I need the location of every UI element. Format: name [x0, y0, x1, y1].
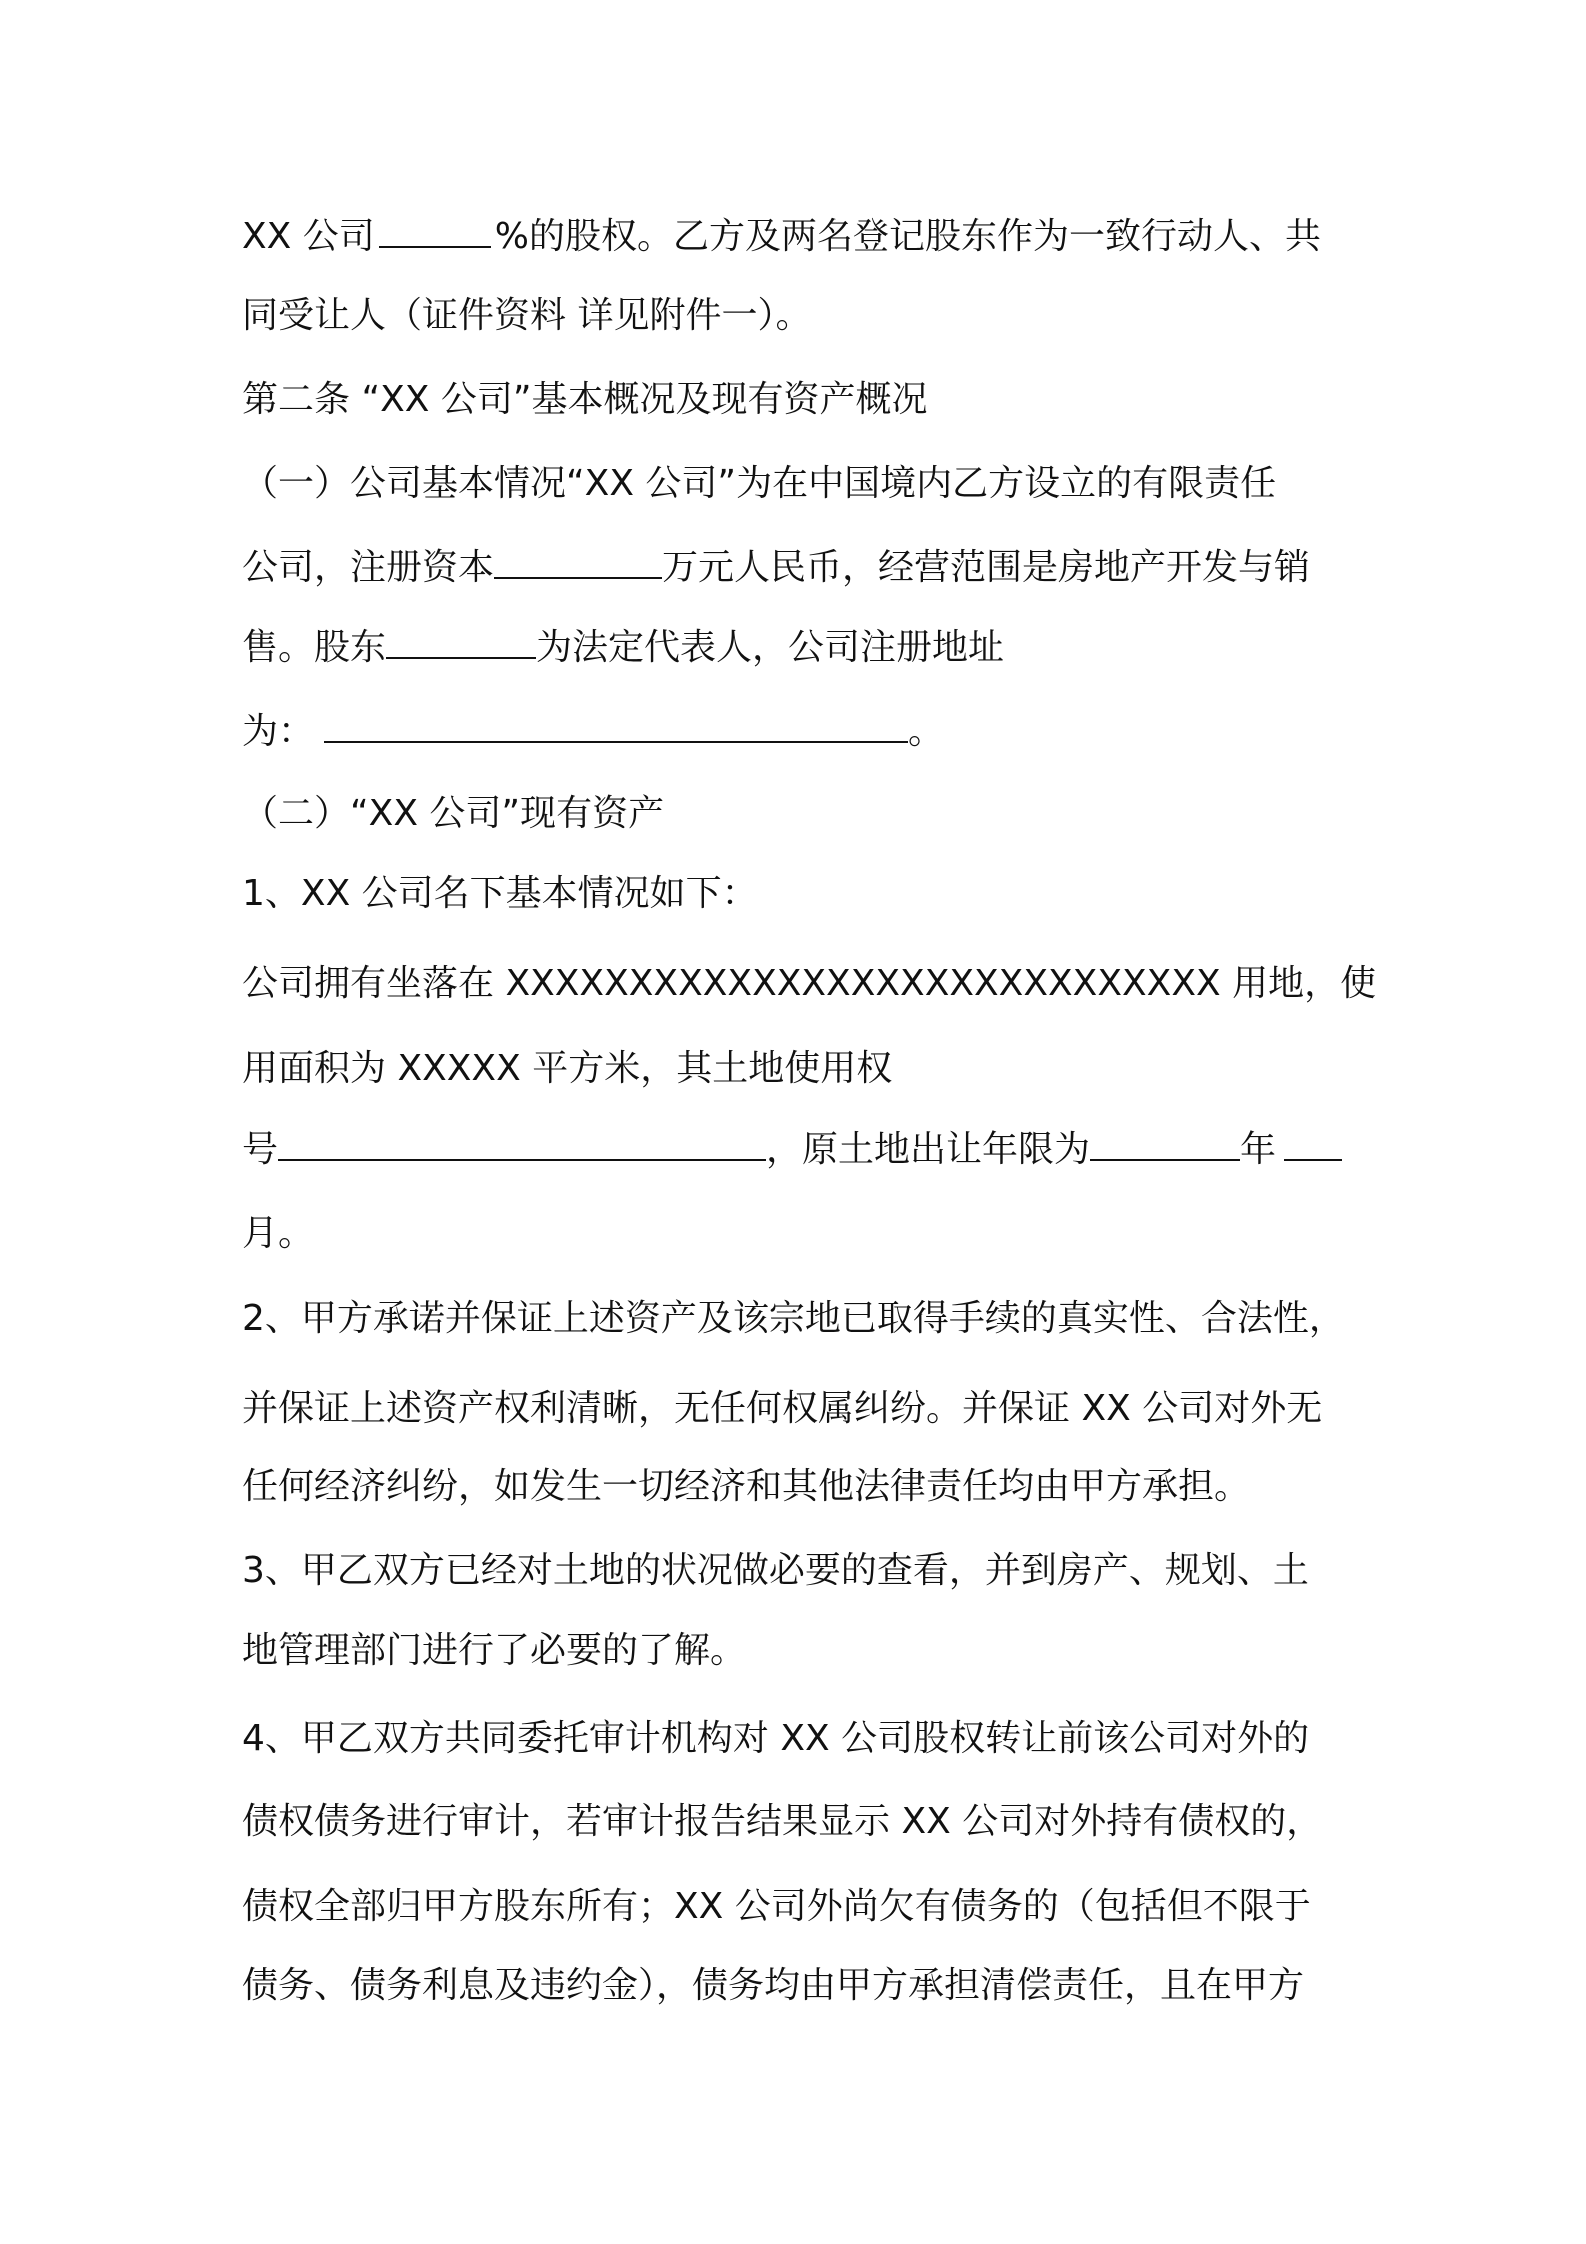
- paragraph-line: 债权债务进行审计，若审计报告结果显示 XX 公司对外持有债权的，: [242, 1801, 1323, 1842]
- paragraph-line: 并保证上述资产权利清晰，无任何权属纠纷。并保证 XX 公司对外无: [242, 1388, 1323, 1429]
- paragraph-line: 2、甲方承诺并保证上述资产及该宗地已取得手续的真实性、合法性，: [242, 1298, 1345, 1339]
- paragraph-line: 债务、债务利息及违约金），债务均由甲方承担清偿责任，且在甲方: [242, 1965, 1305, 2006]
- paragraph-line: 公司拥有坐落在 XXXXXXXXXXXXXXXXXXXXXXXXXXXXX 用地，使: [242, 963, 1377, 1004]
- paragraph-line: [242, 212, 1321, 261]
- paragraph-line: 任何经济纠纷，如发生一切经济和其他法律责任均由甲方承担。: [242, 1466, 1251, 1507]
- fill-in-blank: [324, 707, 908, 743]
- paragraph-line: 4、甲乙双方共同委托审计机构对 XX 公司股权转让前该公司对外的: [242, 1718, 1310, 1759]
- fill-in-blank: [278, 1125, 766, 1161]
- section-heading: 第二条 “XX 公司”基本概况及现有资产概况: [242, 379, 928, 420]
- subsection-heading: （二）“XX 公司”现有资产: [242, 793, 665, 834]
- text-run: 号: [242, 1129, 279, 1170]
- text-run: 公司，注册资本: [242, 547, 495, 588]
- paragraph-line: 同受让人（证件资料 详见附件一）。: [242, 295, 812, 336]
- paragraph-line: 月。: [242, 1213, 315, 1254]
- fill-in-blank: [1284, 1125, 1342, 1161]
- text-run: 万元人民币，经营范围是房地产开发与销: [662, 547, 1311, 588]
- fill-in-blank: [386, 623, 536, 659]
- text-run: 年: [1240, 1129, 1277, 1170]
- paragraph-line: 3、甲乙双方已经对土地的状况做必要的查看，并到房产、规划、土: [242, 1550, 1309, 1591]
- paragraph-line: （一）公司基本情况“XX 公司”为在中国境内乙方设立的有限责任: [242, 463, 1277, 504]
- text-run: 为法定代表人，公司注册地址: [536, 627, 1005, 668]
- text-run: 为：: [242, 711, 315, 752]
- paragraph-line: 1、XX 公司名下基本情况如下：: [242, 873, 758, 914]
- text-run: 。: [908, 711, 945, 752]
- fill-in-blank: [1090, 1125, 1240, 1161]
- fill-in-blank: [379, 212, 491, 248]
- text-run: %的股权。乙方及两名登记股东作为一致行动人、共: [494, 216, 1321, 257]
- paragraph-line: 债权全部归甲方股东所有；XX 公司外尚欠有债务的（包括但不限于: [242, 1886, 1311, 1927]
- text-run: XX 公司: [242, 216, 375, 257]
- paragraph-line: [242, 543, 1310, 592]
- paragraph-line: [242, 707, 944, 756]
- text-run: ，原土地出让年限为: [766, 1129, 1091, 1170]
- paragraph-line: [242, 1125, 1342, 1174]
- paragraph-line: 用面积为 XXXXX 平方米，其土地使用权: [242, 1048, 893, 1089]
- text-run: 售。股东: [242, 627, 387, 668]
- fill-in-blank: [494, 543, 662, 579]
- paragraph-line: [242, 623, 1004, 672]
- paragraph-line: 地管理部门进行了必要的了解。: [242, 1630, 747, 1671]
